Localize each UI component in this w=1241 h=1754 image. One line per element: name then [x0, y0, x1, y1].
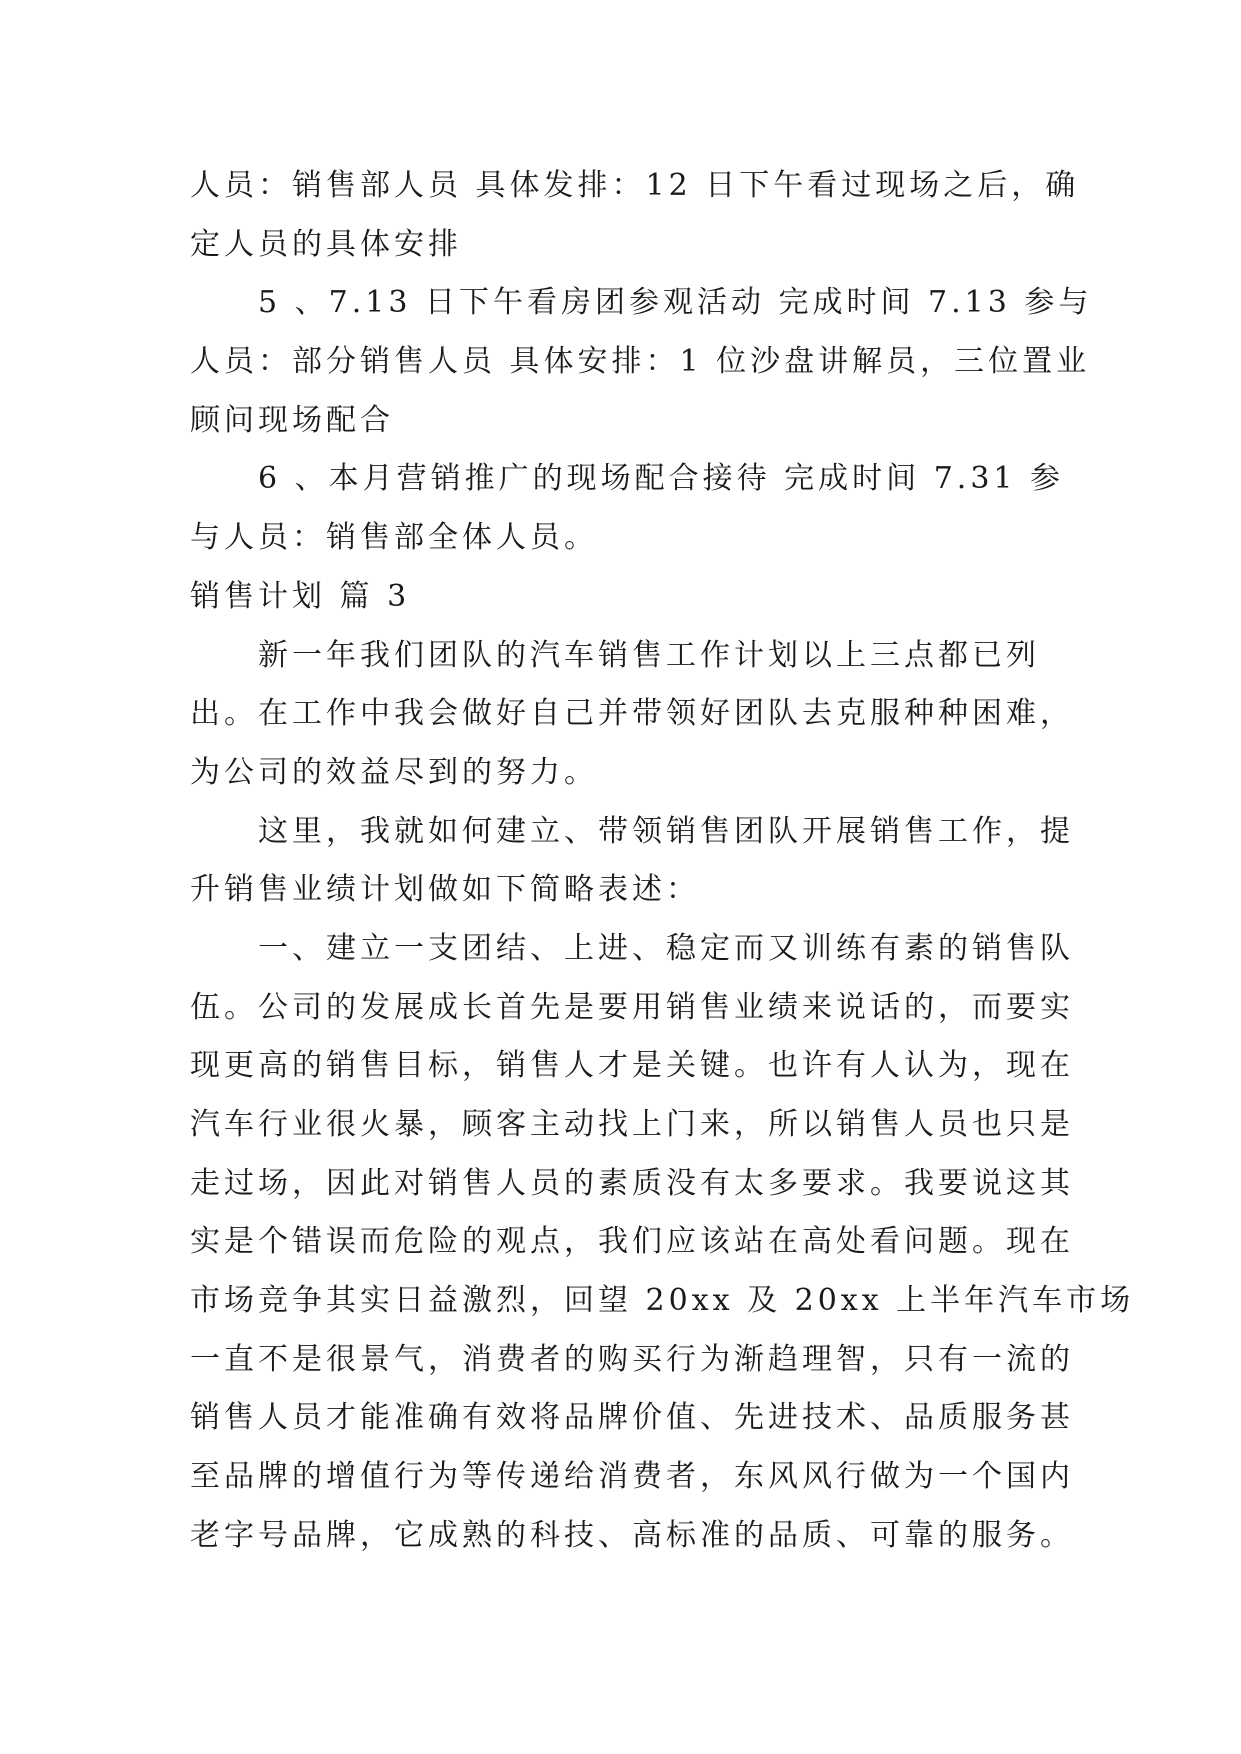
text-line: 市场竞争其实日益激烈，回望 20xx 及 20xx 上半年汽车市场 [190, 1283, 1135, 1319]
text-line: 升销售业绩计划做如下简略表述： [190, 872, 700, 908]
text-line: 出。在工作中我会做好自己并带领好团队去克服种种困难， [190, 696, 1074, 732]
text-line: 定人员的具体安排 [190, 226, 462, 262]
text-line: 新一年我们团队的汽车销售工作计划以上三点都已列 [258, 637, 1040, 673]
text-line: 一直不是很景气，消费者的购买行为渐趋理智，只有一流的 [190, 1341, 1074, 1377]
text-line: 销售人员才能准确有效将品牌价值、先进技术、品质服务甚 [190, 1400, 1074, 1436]
text-line: 伍。公司的发展成长首先是要用销售业绩来说话的，而要实 [190, 989, 1074, 1025]
document-body [190, 157, 1135, 1566]
text-line: 6 、本月营销推广的现场配合接待 完成时间 7.31 参 [258, 461, 1065, 497]
text-line: 现更高的销售目标，销售人才是关键。也许有人认为，现在 [190, 1048, 1074, 1084]
text-line: 为公司的效益尽到的努力。 [190, 754, 598, 790]
text-line: 人员：销售部人员 具体发排：12 日下午看过现场之后，确 [190, 168, 1080, 203]
text-line: 人员：部分销售人员 具体安排：1 位沙盘讲解员，三位置业 [190, 344, 1091, 380]
text-line: 5 、7.13 日下午看房团参观活动 完成时间 7.13 参与 [258, 285, 1093, 321]
text-line: 顾问现场配合 [190, 402, 394, 438]
text-line: 这里，我就如何建立、带领销售团队开展销售工作，提 [258, 813, 1074, 849]
text-line: 与人员：销售部全体人员。 [190, 520, 598, 556]
text-line: 汽车行业很火暴，顾客主动找上门来，所以销售人员也只是 [190, 1107, 1074, 1142]
text-line: 一、建立一支团结、上进、稳定而又训练有素的销售队 [258, 930, 1074, 966]
text-line: 实是个错误而危险的观点，我们应该站在高处看问题。现在 [190, 1224, 1074, 1260]
text-line: 老字号品牌，它成熟的科技、高标准的品质、可靠的服务。 [190, 1517, 1074, 1553]
section-heading: 销售计划 篇 3 [190, 578, 411, 614]
text-line: 至品牌的增值行为等传递给消费者，东风风行做为一个国内 [190, 1459, 1074, 1495]
text-line: 走过场，因此对销售人员的素质没有太多要求。我要说这其 [190, 1165, 1074, 1201]
